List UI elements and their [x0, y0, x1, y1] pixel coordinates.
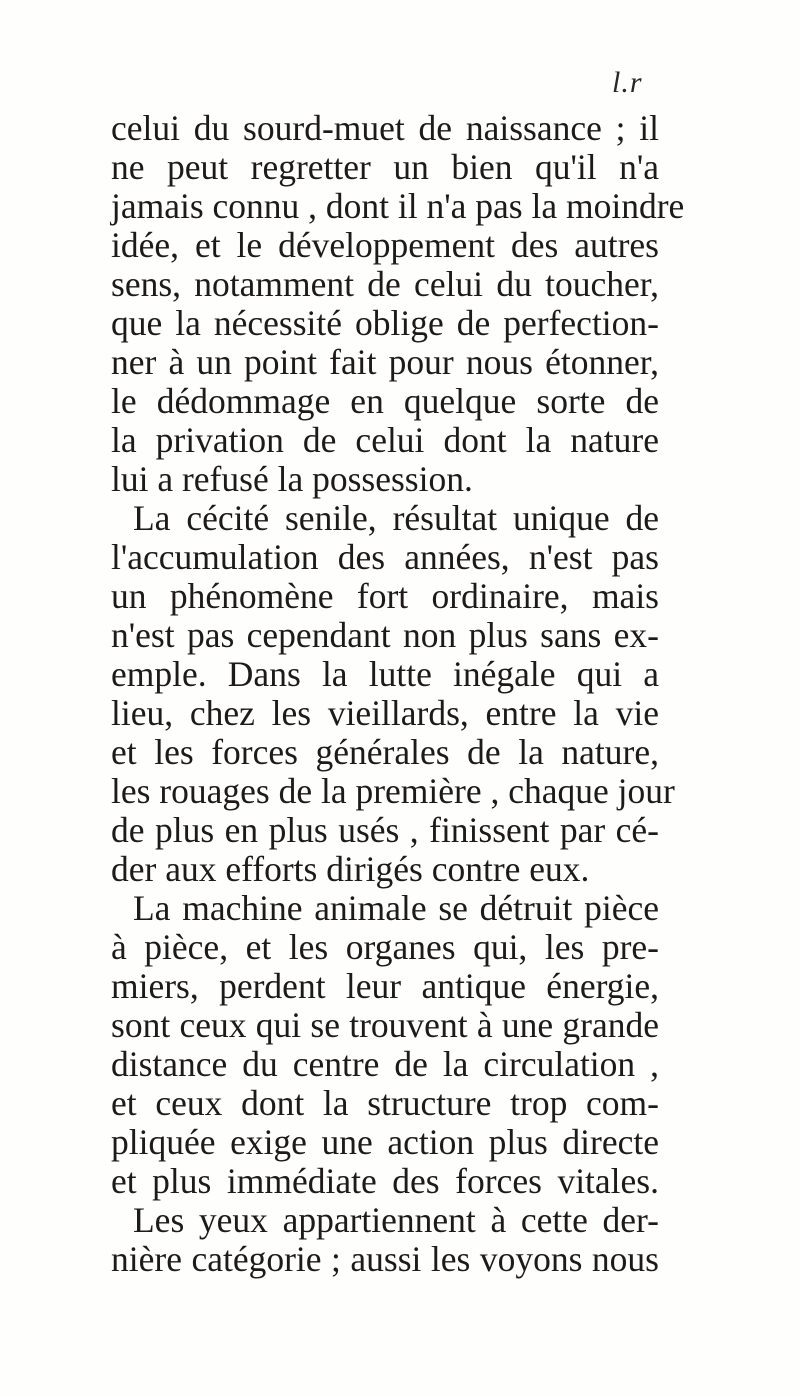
- text-line: à pièce, et les organes qui, les pre-: [111, 927, 659, 967]
- text-line: les rouages de la première , chaque jour: [111, 771, 675, 811]
- text-line: l'accumulation des années, n'est pas: [111, 537, 659, 577]
- text-line: pliquée exige une action plus directe: [111, 1122, 659, 1162]
- text-line: n'est pas cependant non plus sans ex-: [111, 615, 659, 655]
- page-number: l.r: [612, 66, 643, 99]
- text-line: et les forces générales de la nature,: [111, 732, 659, 772]
- text-line: La machine animale se détruit pièce: [133, 888, 659, 928]
- text-line: idée, et le développement des autres: [111, 225, 659, 265]
- text-line: emple. Dans la lutte inégale qui a: [111, 654, 659, 694]
- text-line: et plus immédiate des forces vitales.: [111, 1161, 659, 1201]
- text-line: de plus en plus usés , finissent par cé-: [111, 810, 659, 850]
- paragraph-2: [111, 498, 675, 889]
- text-line: nière catégorie ; aussi les voyons nous: [111, 1239, 659, 1279]
- text-line: La cécité senile, résultat unique de: [133, 498, 659, 538]
- text-line: Les yeux appartiennent à cette der-: [133, 1200, 659, 1240]
- text-line: ne peut regretter un bien qu'il n'a: [111, 147, 659, 187]
- text-line: le dédommage en quelque sorte de: [111, 381, 659, 421]
- text-line: un phénomène fort ordinaire, mais: [111, 576, 659, 616]
- text-line: distance du centre de la circulation ,: [111, 1044, 659, 1084]
- text-line: miers, perdent leur antique énergie,: [111, 966, 659, 1006]
- paragraph-1: [111, 108, 685, 499]
- text-line: que la nécessité oblige de perfection-: [111, 303, 659, 343]
- text-line: der aux efforts dirigés contre eux.: [111, 849, 590, 889]
- body-text: [111, 108, 685, 1279]
- text-line: la privation de celui dont la nature: [111, 420, 659, 460]
- text-line: celui du sourd-muet de naissance ; il: [111, 108, 659, 148]
- text-line: et ceux dont la structure trop com-: [111, 1083, 659, 1123]
- paragraph-3: [111, 889, 659, 1279]
- text-line: sont ceux qui se trouvent à une grande: [111, 1005, 659, 1045]
- text-line: sens, notamment de celui du toucher,: [111, 264, 659, 304]
- text-line: lui a refusé la possession.: [111, 459, 473, 499]
- text-line: jamais connu , dont il n'a pas la moindre: [111, 186, 685, 226]
- text-line: lieu, chez les vieillards, entre la vie: [111, 693, 659, 733]
- text-line: ner à un point fait pour nous étonner,: [111, 342, 659, 382]
